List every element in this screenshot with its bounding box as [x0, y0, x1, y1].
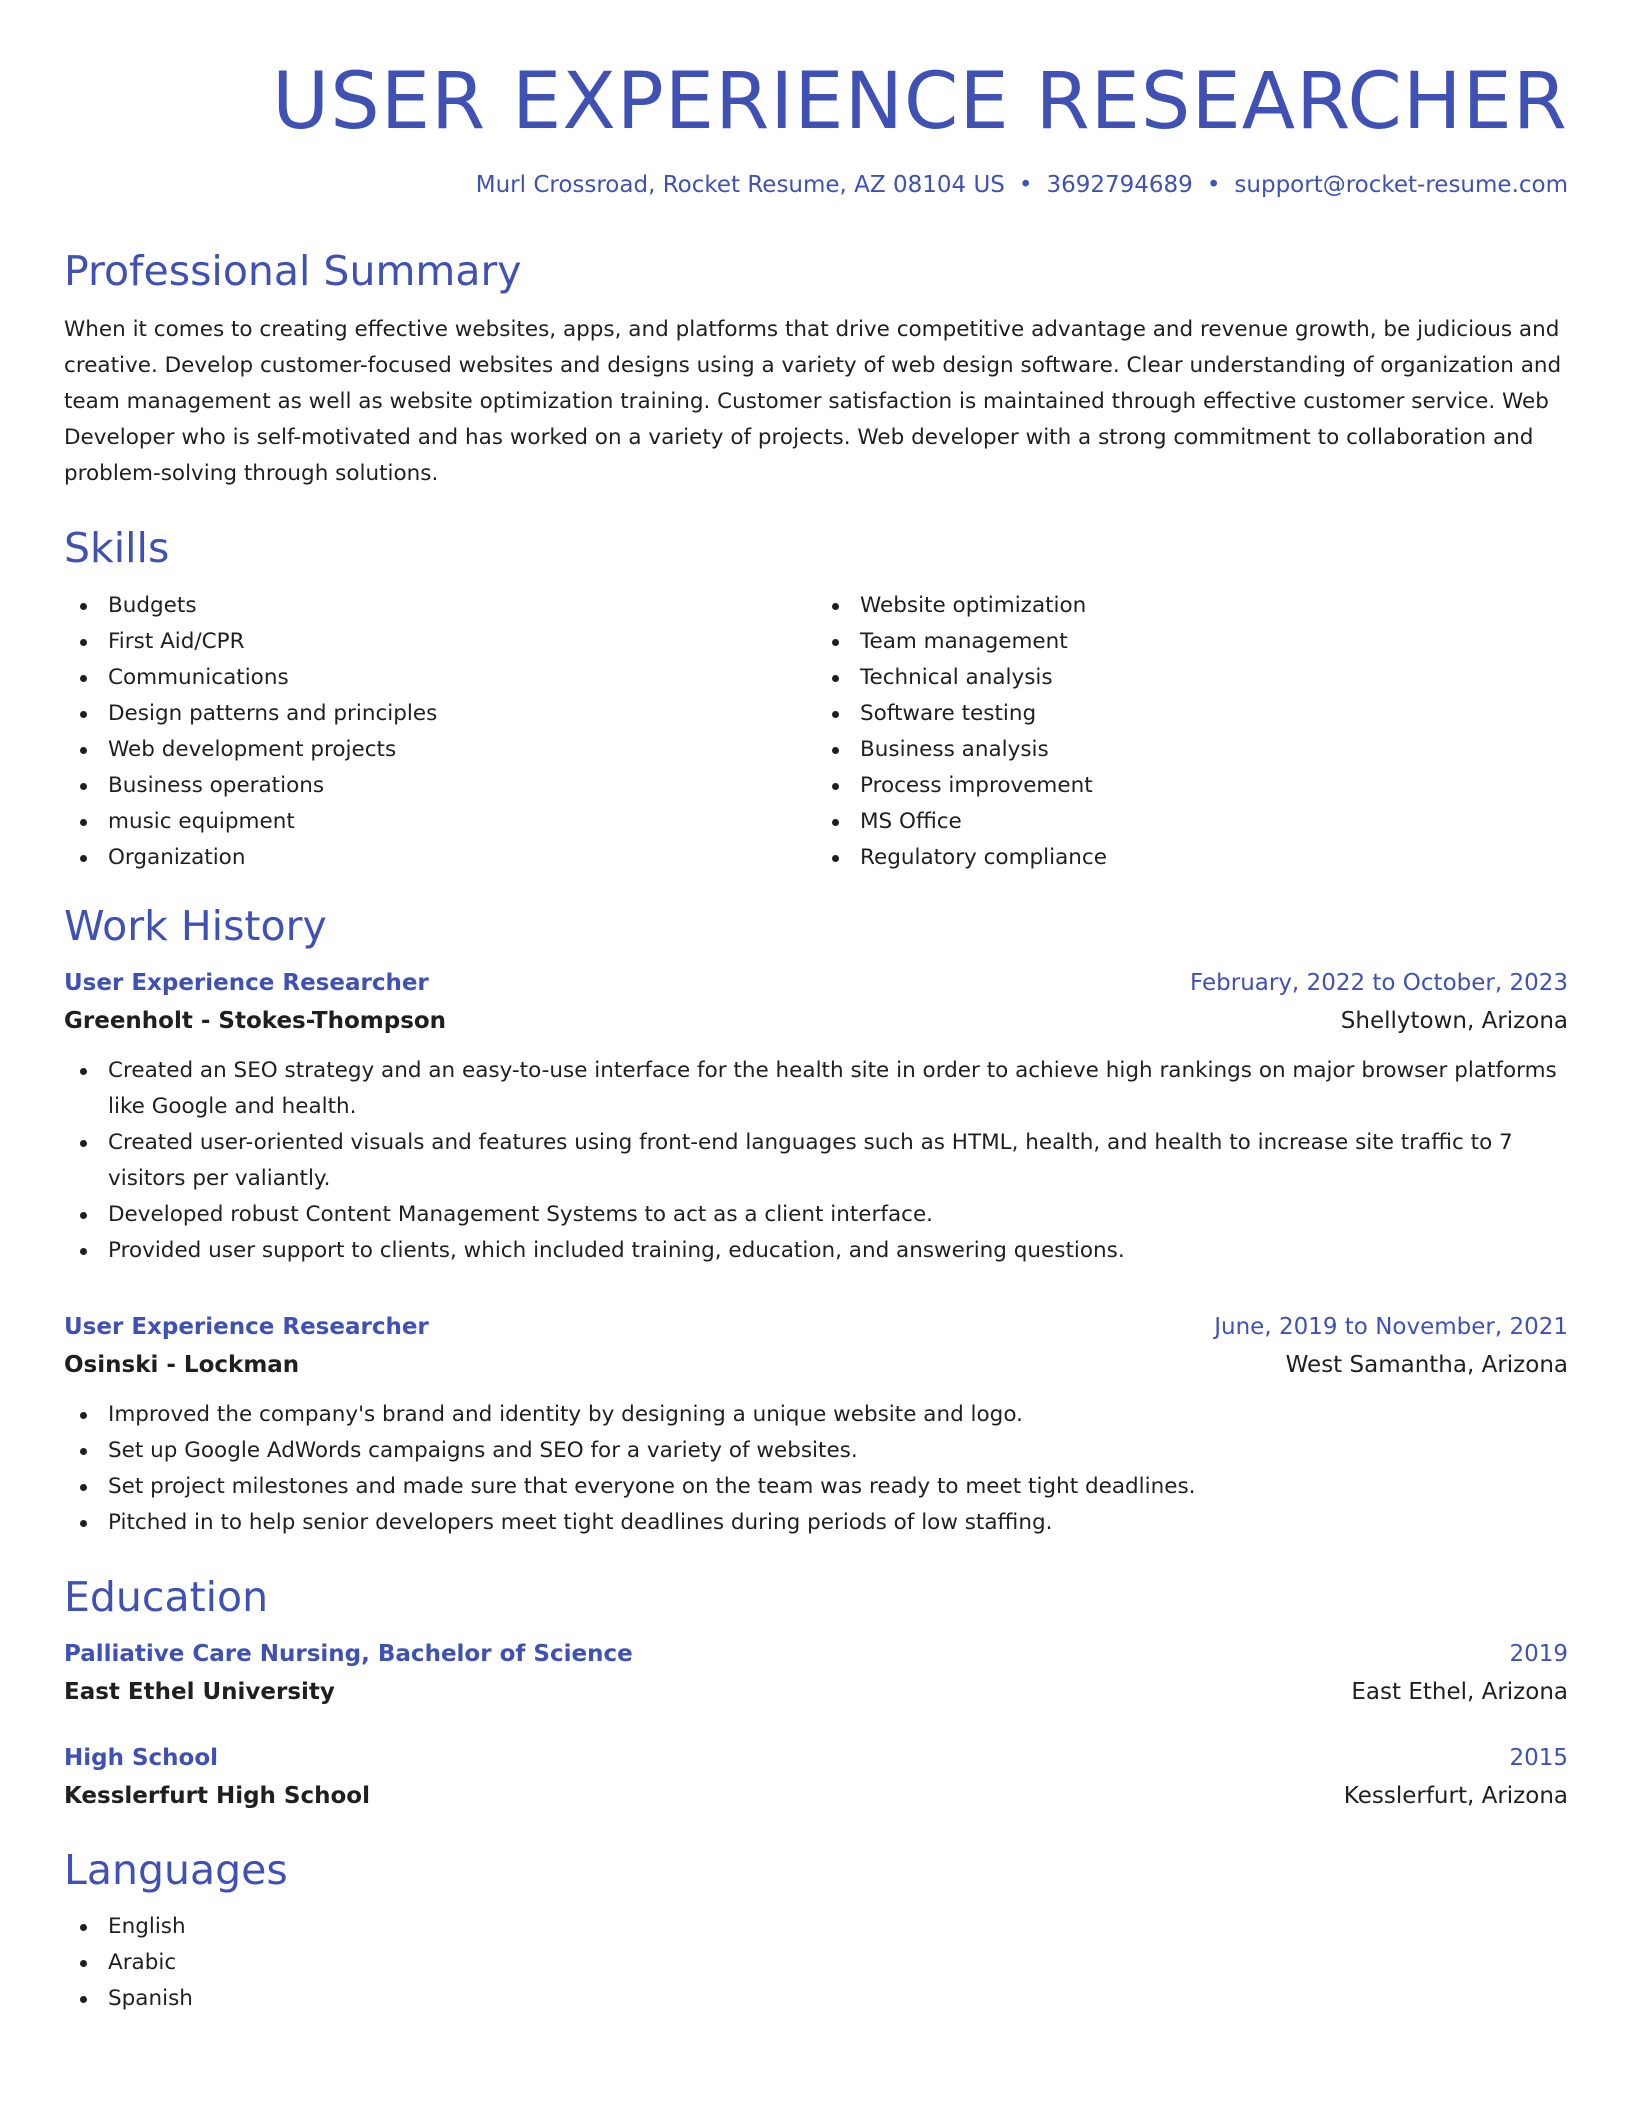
job-dates: February, 2022 to October, 2023 [1190, 969, 1568, 996]
education-entry [64, 1740, 1568, 1816]
job-bullet: Provided user support to clients, which included training, education, and answering questions. [64, 1233, 1568, 1269]
job-bullets [64, 1053, 1568, 1269]
skills-heading: Skills [64, 524, 170, 573]
contact-separator: • [1018, 171, 1033, 198]
job-entry [64, 1309, 1568, 1541]
job-dates: June, 2019 to November, 2021 [1214, 1313, 1568, 1340]
language-item: Spanish [64, 1981, 1568, 2017]
skills-list-right [816, 588, 1568, 876]
skill-item: Business operations [64, 768, 816, 804]
job-bullet: Set up Google AdWords campaigns and SEO for a variety of websites. [64, 1433, 1568, 1469]
education-degree: High School [64, 1745, 219, 1772]
skill-item: MS Office [816, 804, 1568, 840]
languages-list [64, 1909, 1568, 2017]
skill-item: Website optimization [816, 588, 1568, 624]
education-header-row [64, 1636, 1568, 1672]
education-entry [64, 1636, 1568, 1712]
job-header-row [64, 965, 1568, 1001]
contact-line [64, 172, 1568, 200]
job-bullet: Improved the company's brand and identity by designing a unique website and logo. [64, 1397, 1568, 1433]
skill-item: Business analysis [816, 732, 1568, 768]
education-location: Kesslerfurt, Arizona [1343, 1783, 1568, 1810]
language-item: Arabic [64, 1945, 1568, 1981]
skill-item: Communications [64, 660, 816, 696]
job-bullet: Pitched in to help senior developers meet tight deadlines during periods of low staffing. [64, 1505, 1568, 1541]
education-year: 2019 [1509, 1641, 1568, 1668]
job-title: User Experience Researcher [64, 1313, 429, 1340]
education-year: 2015 [1509, 1745, 1568, 1772]
skill-item: Organization [64, 840, 816, 876]
job-bullets [64, 1397, 1568, 1541]
job-bullet: Created user-oriented visuals and features using front-end languages such as HTML, health, and health to increase site traffic to 7 visitors per valiantly. [64, 1125, 1568, 1197]
job-location: Shellytown, Arizona [1340, 1007, 1568, 1034]
education-degree: Palliative Care Nursing, Bachelor of Science [64, 1641, 633, 1668]
skills-grid [64, 588, 1568, 876]
job-header-row [64, 1309, 1568, 1345]
contact-phone: 3692794689 [1046, 171, 1193, 198]
contact-email[interactable]: support@rocket-resume.com [1234, 171, 1568, 198]
languages-heading: Languages [64, 1846, 288, 1895]
education-location: East Ethel, Arizona [1351, 1679, 1568, 1706]
skill-item: Design patterns and principles [64, 696, 816, 732]
skill-item: Budgets [64, 588, 816, 624]
skill-item: music equipment [64, 804, 816, 840]
skill-item: Team management [816, 624, 1568, 660]
skill-item: Regulatory compliance [816, 840, 1568, 876]
job-location: West Samantha, Arizona [1285, 1351, 1568, 1378]
job-bullet: Set project milestones and made sure that everyone on the team was ready to meet tight deadlines. [64, 1469, 1568, 1505]
job-company-row [64, 1345, 1568, 1385]
contact-address: Murl Crossroad, Rocket Resume, AZ 08104 US [475, 171, 1005, 198]
skill-item: Web development projects [64, 732, 816, 768]
job-bullet: Developed robust Content Management Systems to act as a client interface. [64, 1197, 1568, 1233]
skill-item: Technical analysis [816, 660, 1568, 696]
job-company: Osinski - Lockman [64, 1351, 300, 1378]
job-company-row [64, 1001, 1568, 1041]
summary-heading: Professional Summary [64, 247, 522, 296]
resume-name-title: USER EXPERIENCE RESEARCHER [272, 57, 1568, 147]
education-school-row [64, 1672, 1568, 1712]
contact-separator: • [1206, 171, 1221, 198]
skill-item: Software testing [816, 696, 1568, 732]
job-title: User Experience Researcher [64, 969, 429, 996]
job-company: Greenholt - Stokes-Thompson [64, 1007, 447, 1034]
language-item: English [64, 1909, 1568, 1945]
education-heading: Education [64, 1572, 269, 1621]
skills-list-left [64, 588, 816, 876]
education-school: Kesslerfurt High School [64, 1783, 370, 1810]
work-history-heading: Work History [64, 901, 327, 950]
education-school: East Ethel University [64, 1679, 335, 1706]
skill-item: Process improvement [816, 768, 1568, 804]
skill-item: First Aid/CPR [64, 624, 816, 660]
job-bullet: Created an SEO strategy and an easy-to-use interface for the health site in order to achieve high rankings on major browser platforms like Google and health. [64, 1053, 1568, 1125]
education-school-row [64, 1776, 1568, 1816]
education-header-row [64, 1740, 1568, 1776]
summary-text: When it comes to creating effective websites, apps, and platforms that drive competitive advantage and revenue growth, be judicious and creative. Develop customer-focused websites and designs using a variety of web design software. Clear understanding of organization and team management as well as website optimization training. Customer satisfaction is maintained through effective customer service. Web Developer who is self-motivated and has worked on a variety of projects. Web developer with a strong commitment to collaboration and problem-solving through solutions. [64, 317, 1562, 487]
job-entry [64, 965, 1568, 1269]
